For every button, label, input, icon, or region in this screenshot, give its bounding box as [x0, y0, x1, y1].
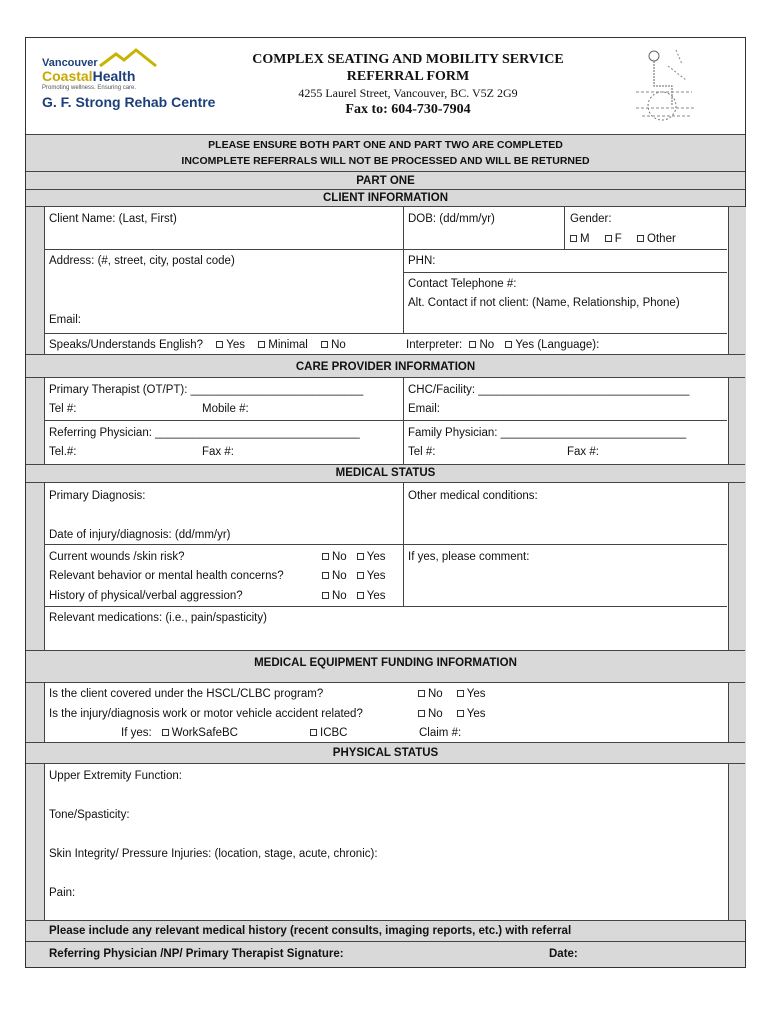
email-label: Email:	[49, 314, 81, 326]
tone-spasticity-label: Tone/Spasticity:	[49, 809, 130, 821]
contact-phone-label: Contact Telephone #:	[408, 278, 517, 290]
logo-vancouver: Vancouver	[42, 57, 98, 69]
wheelchair-sketch-icon	[632, 46, 700, 130]
client-name-label: Client Name: (Last, First)	[49, 213, 177, 225]
icbc-checkbox[interactable]	[310, 729, 317, 736]
dob-label: DOB: (dd/mm/yr)	[408, 213, 495, 225]
gender-m-checkbox[interactable]	[570, 235, 577, 242]
form-title: COMPLEX SEATING AND MOBILITY SERVICE	[252, 52, 564, 67]
phn-label: PHN:	[408, 255, 436, 267]
hscl-question: Is the client covered under the HSCL/CLBC program?	[49, 688, 324, 700]
english-yes-checkbox[interactable]	[216, 341, 223, 348]
physician-tel-label: Tel.#:	[49, 446, 77, 458]
hscl-no-checkbox[interactable]	[418, 690, 425, 697]
physical-status-heading: PHYSICAL STATUS	[332, 747, 439, 759]
gender-options[interactable]: M F Other	[566, 232, 676, 246]
client-info-heading: CLIENT INFORMATION	[323, 192, 448, 204]
wounds-question: Current wounds /skin risk?	[49, 551, 185, 563]
accident-question: Is the injury/diagnosis work or motor vehicle accident related?	[49, 708, 363, 720]
medical-history-note: Please include any relevant medical history (recent consults, imaging reports, etc.) with referral	[49, 925, 572, 937]
right-margin-column	[728, 207, 746, 920]
if-yes-label[interactable]: If yes: WorkSafeBC	[121, 727, 238, 739]
medications-label: Relevant medications: (i.e., pain/spasticity)	[49, 612, 267, 624]
alt-contact-label: Alt. Contact if not client: (Name, Relationship, Phone)	[408, 297, 680, 309]
comment-label: If yes, please comment:	[408, 551, 530, 563]
wounds-yes-checkbox[interactable]	[357, 553, 364, 560]
skin-integrity-label: Skin Integrity/ Pressure Injuries: (location, stage, acute, chronic):	[49, 848, 378, 860]
funding-heading: MEDICAL EQUIPMENT FUNDING INFORMATION	[254, 657, 517, 669]
icbc-option[interactable]: ICBC	[306, 726, 347, 740]
logo-name: CoastalHealth	[42, 68, 136, 84]
referral-form	[25, 37, 746, 968]
notice-line-1: PLEASE ENSURE BOTH PART ONE AND PART TWO ARE COMPLETED	[208, 139, 563, 151]
centre-name: G. F. Strong Rehab Centre	[42, 94, 216, 110]
hscl-options[interactable]: No Yes	[414, 687, 485, 701]
claim-number-label: Claim #:	[419, 727, 462, 739]
physician-fax-label: Fax #:	[202, 446, 234, 458]
hscl-yes-checkbox[interactable]	[457, 690, 464, 697]
upper-extremity-label: Upper Extremity Function:	[49, 770, 182, 782]
behavior-yes-checkbox[interactable]	[357, 572, 364, 579]
family-tel-label: Tel #:	[408, 446, 436, 458]
therapist-mobile-label: Mobile #:	[202, 403, 249, 415]
aggression-yes-checkbox[interactable]	[357, 592, 364, 599]
behavior-no-checkbox[interactable]	[322, 572, 329, 579]
interpreter-yes-checkbox[interactable]	[505, 341, 512, 348]
vch-logo	[40, 46, 180, 92]
injury-date-label: Date of injury/diagnosis: (dd/mm/yr)	[49, 529, 231, 541]
address-label: Address: (#, street, city, postal code)	[49, 255, 235, 267]
facility-email-label: Email:	[408, 403, 440, 415]
gender-other-checkbox[interactable]	[637, 235, 644, 242]
pain-label: Pain:	[49, 887, 76, 899]
signature-label: Referring Physician /NP/ Primary Therapist Signature:	[49, 948, 344, 960]
worksafe-checkbox[interactable]	[162, 729, 169, 736]
referring-physician-label: Referring Physician: ________________________________	[49, 427, 360, 439]
accident-no-checkbox[interactable]	[418, 710, 425, 717]
therapist-tel-label: Tel #:	[49, 403, 77, 415]
medical-status-heading: MEDICAL STATUS	[335, 467, 436, 479]
accident-options[interactable]: No Yes	[414, 707, 485, 721]
date-label: Date:	[549, 948, 578, 960]
interpreter-no-checkbox[interactable]	[469, 341, 476, 348]
english-question[interactable]: Speaks/Understands English? Yes Minimal No	[49, 339, 346, 351]
left-margin-column	[26, 207, 44, 920]
aggression-options[interactable]: No Yes	[318, 589, 385, 603]
part-one-heading: PART ONE	[356, 175, 415, 187]
interpreter-question[interactable]: Interpreter: No Yes (Language):	[406, 339, 600, 351]
mountain-logo-icon	[98, 48, 158, 68]
accident-yes-checkbox[interactable]	[457, 710, 464, 717]
logo-tagline: Promoting wellness. Ensuring care.	[42, 85, 137, 91]
english-minimal-checkbox[interactable]	[258, 341, 265, 348]
primary-diagnosis-label: Primary Diagnosis:	[49, 490, 146, 502]
notice-line-2: INCOMPLETE REFERRALS WILL NOT BE PROCESSED AND WILL BE RETURNED	[181, 155, 590, 167]
care-provider-heading: CARE PROVIDER INFORMATION	[295, 361, 476, 373]
gender-label: Gender:	[570, 213, 612, 225]
english-no-checkbox[interactable]	[321, 341, 328, 348]
behavior-options[interactable]: No Yes	[318, 569, 385, 583]
wounds-options[interactable]: No Yes	[318, 550, 385, 564]
family-physician-label: Family Physician: _____________________________	[408, 427, 687, 439]
form-subtitle: REFERRAL FORM	[346, 69, 470, 84]
aggression-question: History of physical/verbal aggression?	[49, 590, 243, 602]
other-conditions-label: Other medical conditions:	[408, 490, 538, 502]
primary-therapist-label: Primary Therapist (OT/PT): ___________________________	[49, 384, 364, 396]
aggression-no-checkbox[interactable]	[322, 592, 329, 599]
behavior-question: Relevant behavior or mental health concerns?	[49, 570, 284, 582]
wounds-no-checkbox[interactable]	[322, 553, 329, 560]
address-line: 4255 Laurel Street, Vancouver, BC. V5Z 2G9	[298, 86, 518, 100]
fax-number: Fax to: 604-730-7904	[345, 102, 471, 117]
gender-f-checkbox[interactable]	[605, 235, 612, 242]
family-fax-label: Fax #:	[567, 446, 599, 458]
chc-facility-label: CHC/Facility: _________________________________	[408, 384, 690, 396]
